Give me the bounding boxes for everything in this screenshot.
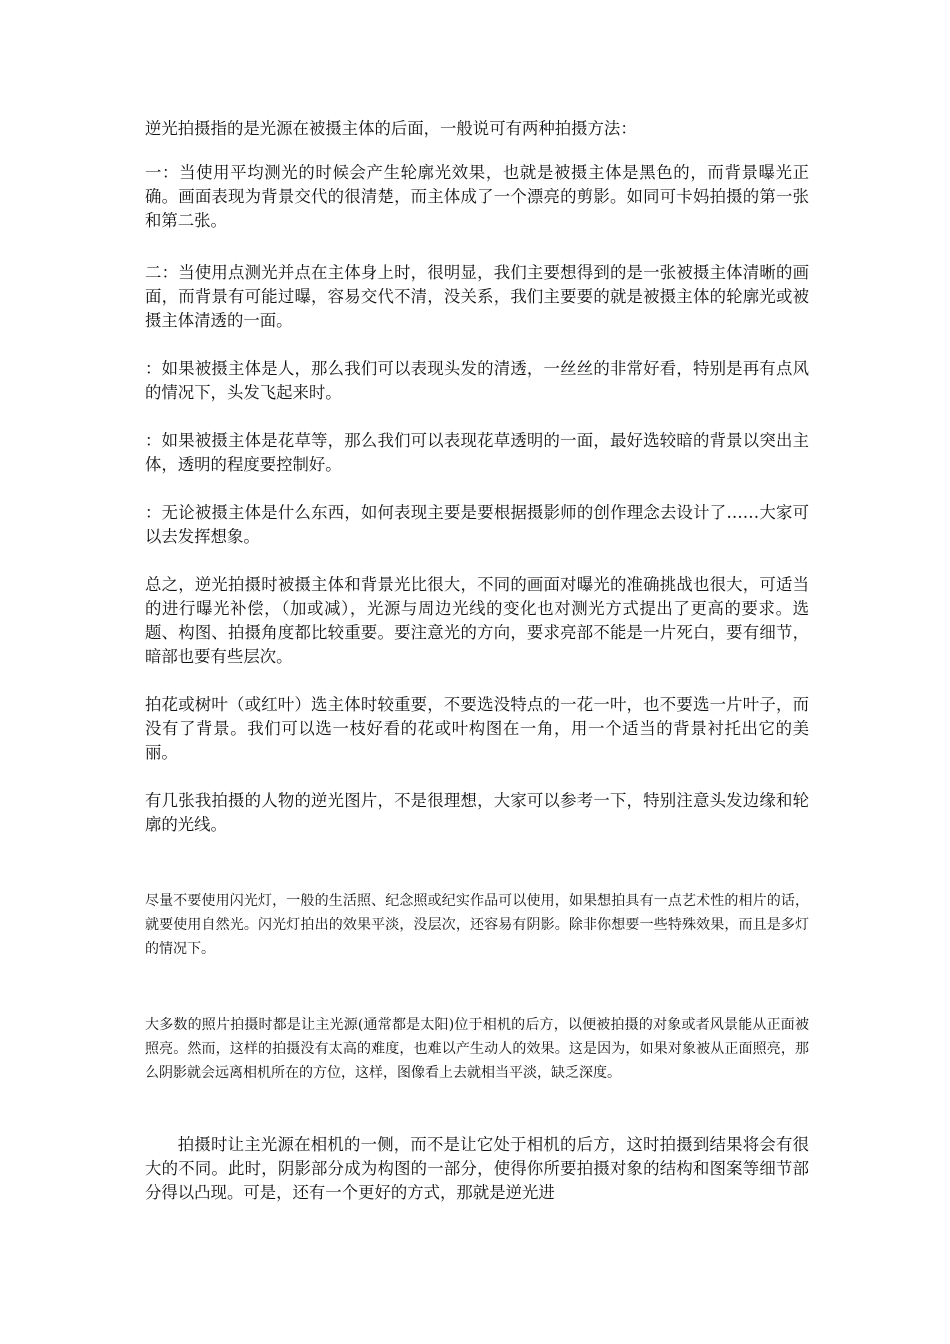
paragraph: ：如果被摄主体是花草等，那么我们可以表现花草透明的一面，最好选较暗的背景以突出主体，透明的程度要控制好。 <box>145 431 809 474</box>
paragraph-method-two <box>145 261 809 333</box>
paragraph-case-person <box>145 357 809 405</box>
paragraph-flash <box>145 889 809 961</box>
paragraph-summary <box>145 573 809 669</box>
paragraph: 总之，逆光拍摄时被摄主体和背景光比很大，不同的画面对曝光的准确挑战也很大，可适当的进行曝光补偿，（加或减），光源与周边光线的变化也对测光方式提出了更高的要求。选题、构图、拍摄角度都比较重要。要注意光的方向，要求亮部不能是一片死白，要有细节，暗部也要有些层次。 <box>145 575 809 666</box>
paragraph-case-plant <box>145 429 809 477</box>
paragraph-side-light <box>145 1133 809 1205</box>
paragraph: 拍摄时让主光源在相机的一侧，而不是让它处于相机的后方，这时拍摄到结果将会有很大的不同。此时，阴影部分成为构图的一部分，使得你所要拍摄对象的结构和图案等细节部分得以凸现。可是，还有一个更好的方式，那就是逆光进 <box>145 1135 809 1202</box>
paragraph-intro <box>145 117 809 141</box>
paragraph: ：如果被摄主体是人，那么我们可以表现头发的清透，一丝丝的非常好看，特别是再有点风的情况下，头发飞起来时。 <box>145 359 809 402</box>
paragraph-front-light <box>145 1013 809 1085</box>
paragraph: 拍花或树叶（或红叶）选主体时较重要，不要选没特点的一花一叶，也不要选一片叶子，而没有了背景。我们可以选一枝好看的花或叶构图在一角，用一个适当的背景衬托出它的美丽。 <box>145 695 809 762</box>
paragraph: 二：当使用点测光并点在主体身上时，很明显，我们主要想得到的是一张被摄主体清晰的画面，而背景有可能过曝，容易交代不清，没关系，我们主要要的就是被摄主体的轮廓光或被摄主体清透的一面。 <box>145 263 809 330</box>
paragraph: 逆光拍摄指的是光源在被摄主体的后面，一般说可有两种拍摄方法： <box>145 119 637 138</box>
paragraph-method-one <box>145 161 809 233</box>
paragraph: 大多数的照片拍摄时都是让主光源(通常都是太阳)位于相机的后方，以便被拍摄的对象或者风景能从正面被照亮。然而，这样的拍摄没有太高的难度，也难以产生动人的效果。这是因为，如果对象被从正面照亮，那么阴影就会远离相机所在的方位，这样，图像看上去就相当平淡，缺乏深度。 <box>145 1017 809 1081</box>
paragraph: 有几张我拍摄的人物的逆光图片，不是很理想，大家可以参考一下，特别注意头发边缘和轮廓的光线。 <box>145 791 809 834</box>
paragraph-case-any <box>145 501 809 549</box>
paragraph-portraits <box>145 789 809 837</box>
paragraph-flowers-leaves <box>145 693 809 765</box>
paragraph: ：无论被摄主体是什么东西，如何表现主要是要根据摄影师的创作理念去设计了……大家可以去发挥想象。 <box>145 503 809 546</box>
paragraph: 一：当使用平均测光的时候会产生轮廓光效果，也就是被摄主体是黑色的，而背景曝光正确。画面表现为背景交代的很清楚，而主体成了一个漂亮的剪影。如同可卡妈拍摄的第一张和第二张。 <box>145 163 809 230</box>
paragraph: 尽量不要使用闪光灯，一般的生活照、纪念照或纪实作品可以使用，如果想拍具有一点艺术性的相片的话，就要使用自然光。闪光灯拍出的效果平淡，没层次，还容易有阴影。除非你想要一些特殊效果，而且是多灯的情况下。 <box>145 893 809 957</box>
